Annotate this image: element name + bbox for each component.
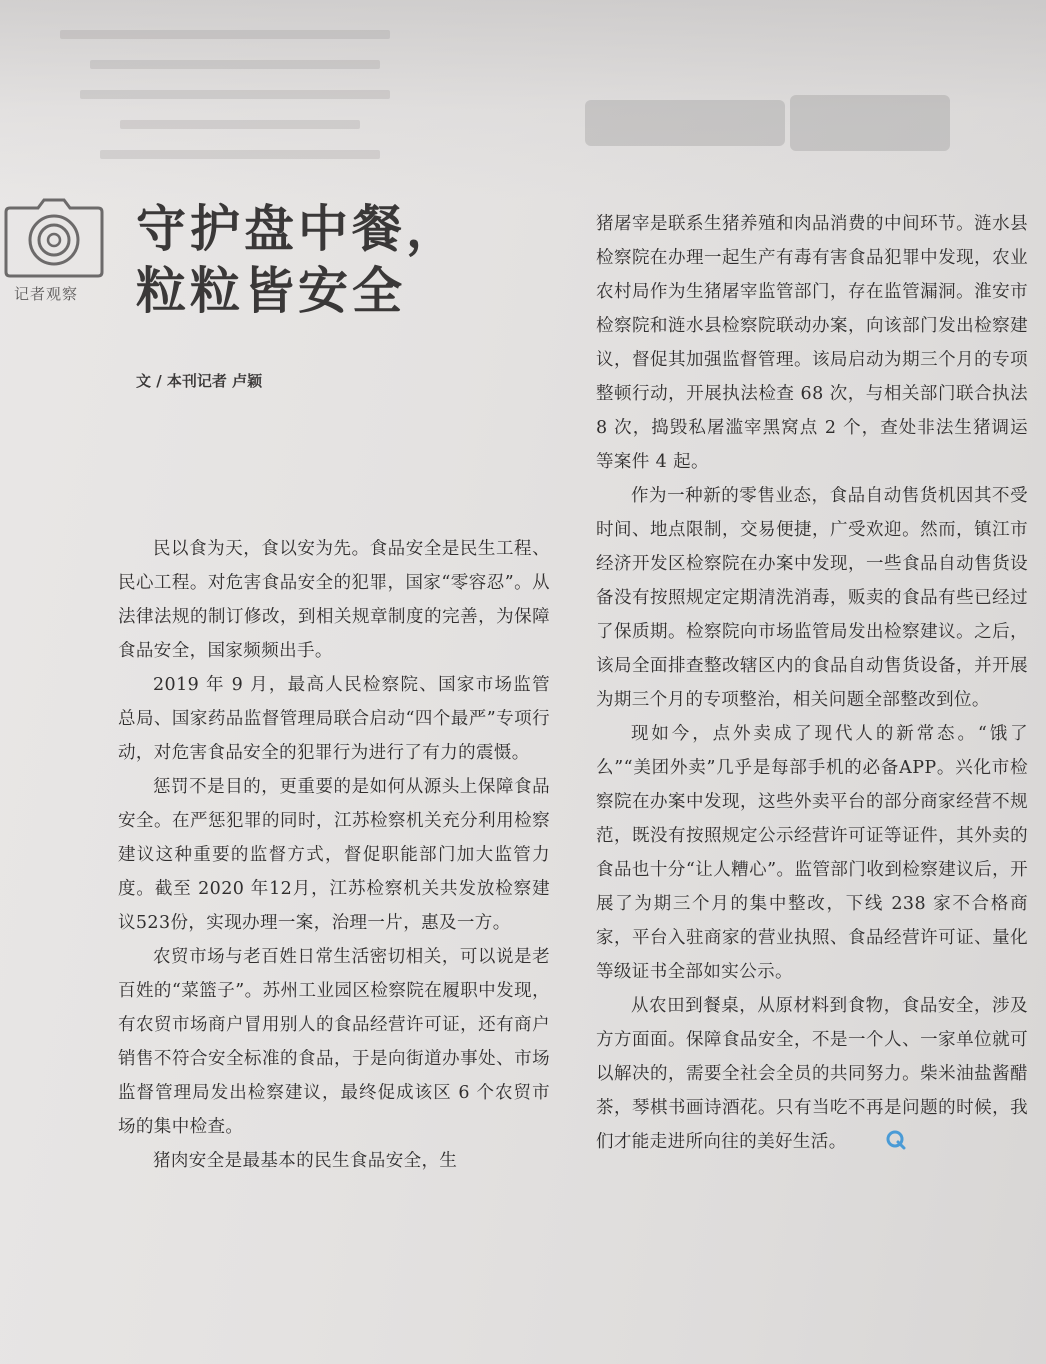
paragraph: 农贸市场与老百姓日常生活密切相关，可以说是老百姓的“菜篮子”。苏州工业园区检察院在履职中发现，有农贸市场商户冒用别人的食品经营许可证，还有商户销售不符合安全标准的食品，于是向街道办事处、市场监督管理局发出检察建议，最终促成该区 6 个农贸市场的集中检查。 (118, 947, 550, 1137)
left-column (118, 532, 550, 1178)
article-title (136, 198, 460, 322)
byline: 文 / 本刊记者 卢颖 (136, 372, 263, 390)
closing-paragraph (596, 989, 1028, 1162)
paragraph: 民以食为天，食以安为先。食品安全是民生工程、民心工程。对危害食品安全的犯罪，国家“零容忍”。从法律法规的制订修改，到相关规章制度的完善，为保障食品安全，国家频频出手。 (118, 539, 550, 661)
title-line-2: 粒粒皆安全 (136, 262, 406, 320)
q-logo-icon (851, 1128, 906, 1162)
paragraph: 猪肉安全是最基本的民生食品安全，生 (153, 1151, 458, 1171)
camera-icon (2, 196, 106, 278)
bleed-line (120, 120, 360, 129)
bleed-block (585, 100, 785, 146)
bleed-line (90, 60, 380, 69)
title-line-1: 守护盘中餐， (136, 200, 460, 258)
right-column (596, 207, 1028, 1162)
paragraph: 现如今，点外卖成了现代人的新常态。“饿了么”“美团外卖”几乎是每部手机的必备APP。兴化市检察院在办案中发现，这些外卖平台的部分商家经营不规范，既没有按照规定公示经营许可证等证件，其外卖的食品也十分“让人糟心”。监管部门收到检察建议后，开展了为期三个月的集中整改，下线 238 家不合格商家，平台入驻商家的营业执照、食品经营许可证、量化等级证书全部如实公示。 (596, 724, 1028, 982)
closing-text: 从农田到餐桌，从原材料到食物，食品安全，涉及方方面面。保障食品安全，不是一个人、一家单位就可以解决的，需要全社会全员的共同努力。柴米油盐酱醋茶，琴棋书画诗酒花。只有当吃不再是问题的时候，我们才能走进所向往的美好生活。 (596, 996, 1028, 1152)
paragraph: 惩罚不是目的，更重要的是如何从源头上保障食品安全。在严惩犯罪的同时，江苏检察机关充分利用检察建议这种重要的监督方式，督促职能部门加大监管力度。截至 2020 年12月，江苏检察机关共发放检察建议523份，实现办理一案，治理一片，惠及一方。 (118, 777, 550, 933)
section-label: 记者观察 (14, 285, 79, 303)
bleed-line (80, 90, 390, 99)
page-bleed-through (0, 0, 1046, 200)
bleed-block (790, 95, 950, 151)
paragraph-continuation: 猪屠宰是联系生猪养殖和肉品消费的中间环节。涟水县检察院在办理一起生产有毒有害食品犯罪中发现，农业农村局作为生猪屠宰监管部门，存在监管漏洞。淮安市检察院和涟水县检察院联动办案，向该部门发出检察建议，督促其加强监督管理。该局启动为期三个月的专项整顿行动，开展执法检查 68 次，与相关部门联合执法 8 次，捣毁私屠滥宰黑窝点 2 个，查处非法生猪调运等案件 4 起。 (596, 214, 1028, 472)
paragraph: 作为一种新的零售业态，食品自动售货机因其不受时间、地点限制，交易便捷，广受欢迎。然而，镇江市经济开发区检察院在办案中发现，一些食品自动售货设备没有按照规定定期清洗消毒，贩卖的食品有些已经过了保质期。检察院向市场监管局发出检察建议。之后，该局全面排查整改辖区内的食品自动售货设备，并开展为期三个月的专项整治，相关问题全部整改到位。 (596, 486, 1028, 710)
bleed-line (60, 30, 390, 39)
bleed-line (100, 150, 380, 159)
paragraph: 2019 年 9 月，最高人民检察院、国家市场监管总局、国家药品监督管理局联合启动“四个最严”专项行动，对危害食品安全的犯罪行为进行了有力的震慑。 (118, 675, 550, 763)
